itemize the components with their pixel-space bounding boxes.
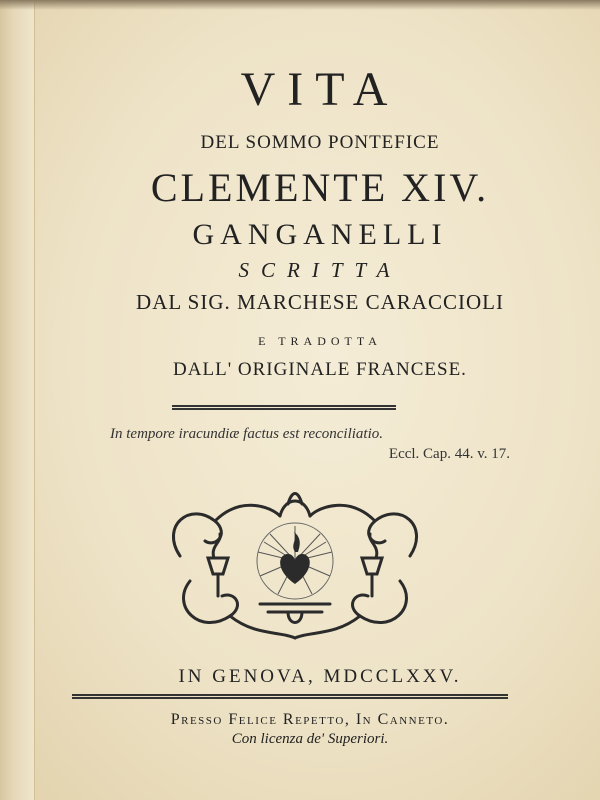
license-line: Con licenza de' Superiori. [231, 731, 389, 747]
pope-name: CLEMENTE XIV. [150, 165, 490, 210]
imprint: IN GENOVA, MDCCLXXV. [178, 666, 462, 687]
epigraph-citation: Eccl. Cap. 44. v. 17. [388, 446, 510, 462]
original-language-line: DALL' ORIGINALE FRANCESE. [173, 359, 467, 380]
written-label: SCRITTA [238, 258, 402, 282]
book-spine [0, 0, 35, 800]
epigraph: In tempore iracundiæ factus est reconciliatio. [110, 426, 384, 442]
page-edge-shadow [0, 0, 600, 10]
subtitle-line: DEL SOMMO PONTEFICE [200, 132, 440, 153]
double-rule-bottom [72, 694, 508, 699]
flaming-heart-cartouche-icon [160, 486, 430, 646]
pope-surname: GANGANELLI [192, 218, 448, 251]
title: VITA [240, 63, 400, 116]
translated-label: E TRADOTTA [258, 334, 382, 348]
printer-line: Presso Felice Repetto, In Canneto. [170, 711, 450, 728]
double-rule-top [172, 405, 396, 410]
author-line: DAL SIG. MARCHESE CARACCIOLI [136, 290, 504, 314]
